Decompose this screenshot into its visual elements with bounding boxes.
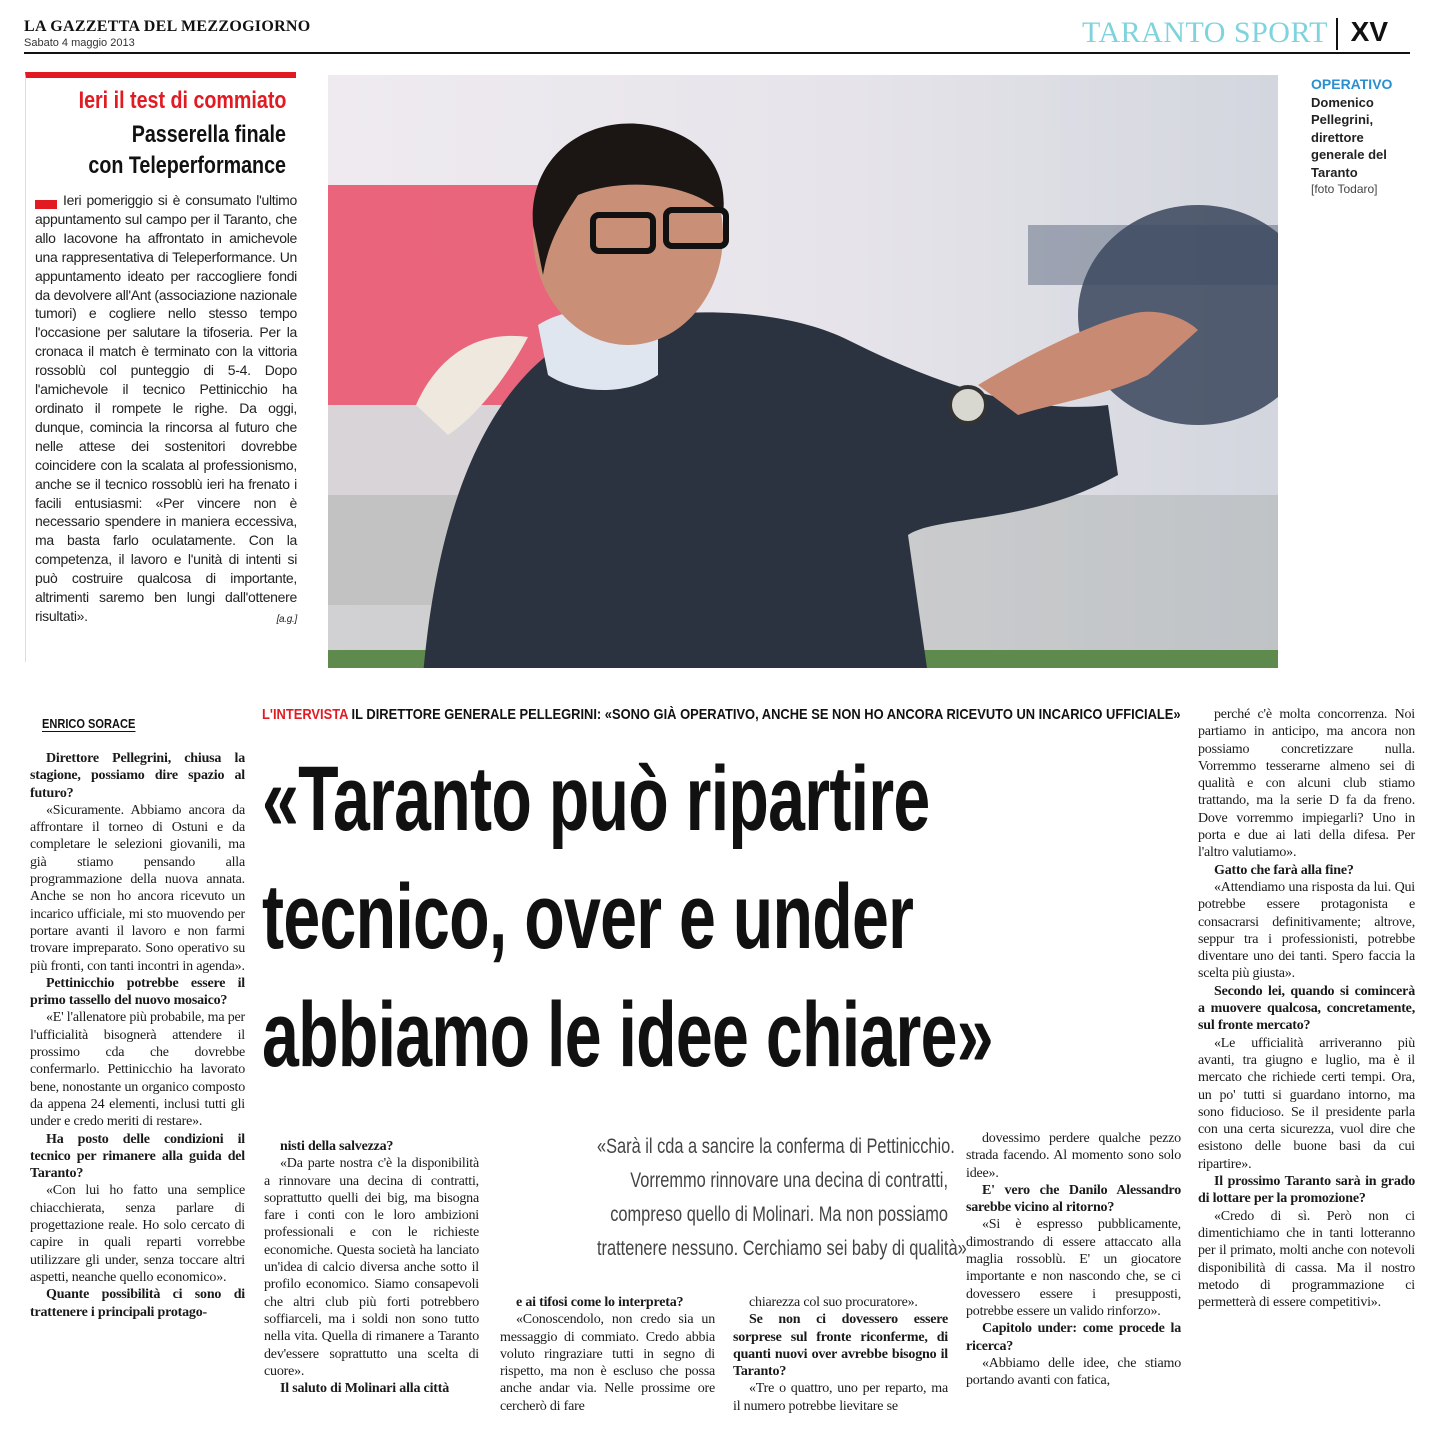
pull-quote-line-2: Vorremmo rinnovare una decina di contratti,: [630, 1169, 948, 1192]
interview-question: nisti della salvezza?: [280, 1139, 394, 1154]
kicker-label: L'INTERVISTA: [262, 706, 348, 723]
interview-answer: perché c'è molta concorrenza. Noi partiamo in anticipo, ma ancora non possiamo concretizzare nulla. Vorremmo tesserarne almeno sei di qualità e con alcuni club stiamo trattando, ma la serie D fa da freno. Dove vorremmo impiegarli? Uno in porta e due ai lati della difesa. Per l'altro valutiamo».: [1198, 707, 1415, 861]
masthead: [24, 16, 1410, 54]
interview-answer: «Da parte nostra c'è la disponibilità a rinnovare una decina di contratti, soprattutto quelli dei big, ma bisogna fare i conti con le loro ambizioni professionali e con le richieste economiche. Questa società ha lanciato un'idea di calcio diversa anche sotto il profilo economico. Siamo consapevoli che altri club più forti potrebbero soffiarceli, ma i soldi non sono tutto nella vita. Quella di rimanere a Taranto dev'essere soprattutto una scelta di cuore».: [264, 1156, 479, 1379]
masthead-divider: [1336, 18, 1338, 50]
photo-caption: [1311, 76, 1411, 199]
interview-question: Direttore Pellegrini, chiusa la stagione, possiamo dire spazio al futuro?: [30, 751, 245, 801]
interview-question: Il prossimo Taranto sarà in grado di lottare per la promozione?: [1198, 1174, 1415, 1207]
pull-quote-line-4: trattenere nessuno. Cerchiamo sei baby di qualità»: [597, 1237, 967, 1260]
interview-question: e ai tifosi come lo interpreta?: [516, 1295, 684, 1310]
article-column-3: [500, 1294, 715, 1415]
headline-line-2: tecnico, over e under: [262, 866, 914, 968]
byline: ENRICO SORACE: [42, 716, 136, 731]
sidebar-kicker: Ieri il test di commiato: [78, 87, 286, 114]
interview-question: Secondo lei, quando si comincerà a muovere qualcosa, concretamente, sul fronte mercato?: [1198, 983, 1415, 1034]
sidebar-title-line-2: con Teleperformance: [88, 152, 286, 179]
caption-text: Domenico Pellegrini, direttore generale del Taranto: [1311, 94, 1387, 180]
article-column-4: [733, 1294, 948, 1415]
interview-answer: «Sicuramente. Abbiamo ancora da affrontare il torneo di Ostuni e da completare le selezioni giovanili, ma già stiamo pensando alla programmazione della nuova annata. Anche se non ho ancora ricevuto un incarico ufficiale, mi sto muovendo per portare avanti il lavoro e non farmi trovare impreparato. Sono operativo su più fronti, con tanti incontri in agenda».: [30, 802, 245, 974]
interview-question: Pettinicchio potrebbe essere il primo tassello del nuovo mosaico?: [30, 975, 245, 1009]
sidebar-signature: [a.g.]: [276, 613, 297, 625]
main-photo: [328, 75, 1278, 668]
interview-question: Se non ci dovessero essere sorprese sul fronte riconferme, di quanti nuovi over avrebbe bisogno il Taranto?: [733, 1312, 948, 1380]
interview-answer: «Tre o quattro, uno per reparto, ma il numero potrebbe lievitare se: [733, 1381, 948, 1414]
sidebar-body: [35, 191, 297, 630]
headline-line-3: abbiamo le idee chiare»: [262, 984, 993, 1086]
article-column-1: [30, 750, 245, 1321]
interview-answer: «Le ufficialità arriveranno più avanti, tra giugno e luglio, ma è il mercato che richiede certi tempi. Ora, un po' tutti si guardano intorno, ma sono fiducioso. Se il presidente parla con una certa sicurezza, vuol dire che esistono delle buone basi da cui ripartire».: [1198, 1035, 1415, 1172]
headline-kicker: [262, 706, 1181, 723]
sidebar-title: [88, 119, 286, 181]
interview-question: Quante possibilità ci sono di trattenere i principali protago-: [30, 1287, 245, 1320]
interview-question: Il saluto di Molinari alla città: [280, 1381, 449, 1397]
sidebar-body-text: Ieri pomeriggio si è consumato l'ultimo appuntamento sul campo per il Taranto, che allo Iacovone ha affrontato in amichevole una rappresentativa di Teleperformance. Un appuntamento ideato per raccogliere fondi da devolvere all'Ant (associazione nazionale tumori) e cogliere nello stesso tempo l'occasione per salutare la tifoseria. Per la cronaca il match è terminato con la vittoria rossoblù col punteggio di 5-4. Dopo l'amichevole il tecnico Pettinicchio ha ordinato il rompete le righe. Da oggi, dunque, comincia la rincorsa al futuro che nelle attese dei sostenitori dovrebbe coincidere con la scalata al professionismo, anche se il tecnico rossoblù ieri ha frenato i facili entusiasmi: «Per vincere non è necessario spendere in maniera eccessiva, ma basta farlo oculatamente. Con la competenza, il lavoro e l'unità di intenti si può costruire qualcosa di importante, altrimenti saremo ben lungi dall'ottenere risultati».: [35, 192, 297, 624]
newspaper-name: LA GAZZETTA DEL MEZZOGIORNO: [24, 18, 311, 35]
interview-answer: «Si è espresso pubblicamente, dimostrando di essere attaccato alla maglia rossoblù. E' un giocatore importante e non nascondo che, se ci dovessero essere i presupposti, potrebbe essere un valido rinforzo».: [966, 1217, 1181, 1319]
interview-question: Capitolo under: come procede la ricerca?: [966, 1321, 1181, 1354]
interview-answer: «Attendiamo una risposta da lui. Qui potrebbe essere protagonista e consacrarsi definitivamente; altrove, seppur tra i professionisti, potrebbe diventare uno dei tanti. Spero faccia la scelta più giusta».: [1198, 879, 1415, 982]
interview-question: E' vero che Danilo Alessandro sarebbe vicino al ritorno?: [966, 1182, 1181, 1216]
sidebar-box: [25, 72, 296, 662]
article-column-5: [966, 1130, 1181, 1389]
interview-answer: «E' l'allenatore più probabile, ma per l'ufficialità bisognerà attendere il prossimo cda che dovrebbe confermarlo. Pettinicchio ha lavorato bene, nonostante un organico composto da appena 24 elementi, inclusi tutti gli under e credo meriti di restare».: [30, 1010, 245, 1130]
page-number: XV: [1350, 16, 1388, 47]
headline-line-1: «Taranto può ripartire: [262, 748, 930, 850]
caption-credit: [foto Todaro]: [1311, 182, 1378, 196]
article-column-6: [1198, 706, 1415, 1311]
article-column-2: [264, 1138, 479, 1397]
pull-quote-line-3: compreso quello di Molinari. Ma non possiamo: [610, 1203, 948, 1226]
headline: [262, 740, 1192, 1094]
interview-question: Ha posto delle condizioni il tecnico per rimanere alla guida del Taranto?: [30, 1131, 245, 1182]
sidebar-title-line-1: Passerella finale: [131, 121, 286, 148]
section-title: TARANTO SPORT: [1082, 16, 1328, 49]
interview-question: Gatto che farà alla fine?: [1214, 862, 1354, 878]
photo-illustration: [328, 75, 1278, 668]
issue-date: Sabato 4 maggio 2013: [24, 37, 135, 49]
interview-answer: chiarezza col suo procuratore».: [749, 1295, 918, 1310]
interview-answer: «Con lui ho fatto una semplice chiacchierata, senza parlare di progettazione reale. Ho solo cercato di capire in quali reparti vorrebbe utilizzare gli under, senza toccare altri aspetti, neanche quello economico».: [30, 1183, 245, 1285]
interview-answer: «Conoscendolo, non credo sia un messaggio di commiato. Credo abbia voluto ringraziare tutti in segno di rispetto, ma non è escluso che possa anche andar via. Nelle prossime ore cercherò di fare: [500, 1312, 715, 1414]
pull-quote: [498, 1130, 967, 1266]
caption-kicker: OPERATIVO: [1311, 76, 1393, 92]
interview-answer: dovessimo perdere qualche pezzo strada facendo. Al momento sono solo idee».: [966, 1131, 1181, 1181]
kicker-text: IL DIRETTORE GENERALE PELLEGRINI: «SONO GIÀ OPERATIVO, ANCHE SE NON HO ANCORA RICEVUTO UN INCARICO UFFICIALE»: [347, 706, 1181, 723]
interview-answer: «Abbiamo delle idee, che stiamo portando avanti con fatica,: [966, 1355, 1181, 1389]
interview-answer: «Credo di sì. Però non ci dimentichiamo che in tanti lotteranno per il primato, molti anche con notevoli disponibilità di cassa. Ma il nostro metodo di programmazione ci permetterà di essere competitivi».: [1198, 1208, 1415, 1311]
pull-quote-line-1: «Sarà il cda a sancire la conferma di Pettinicchio.: [597, 1135, 955, 1158]
